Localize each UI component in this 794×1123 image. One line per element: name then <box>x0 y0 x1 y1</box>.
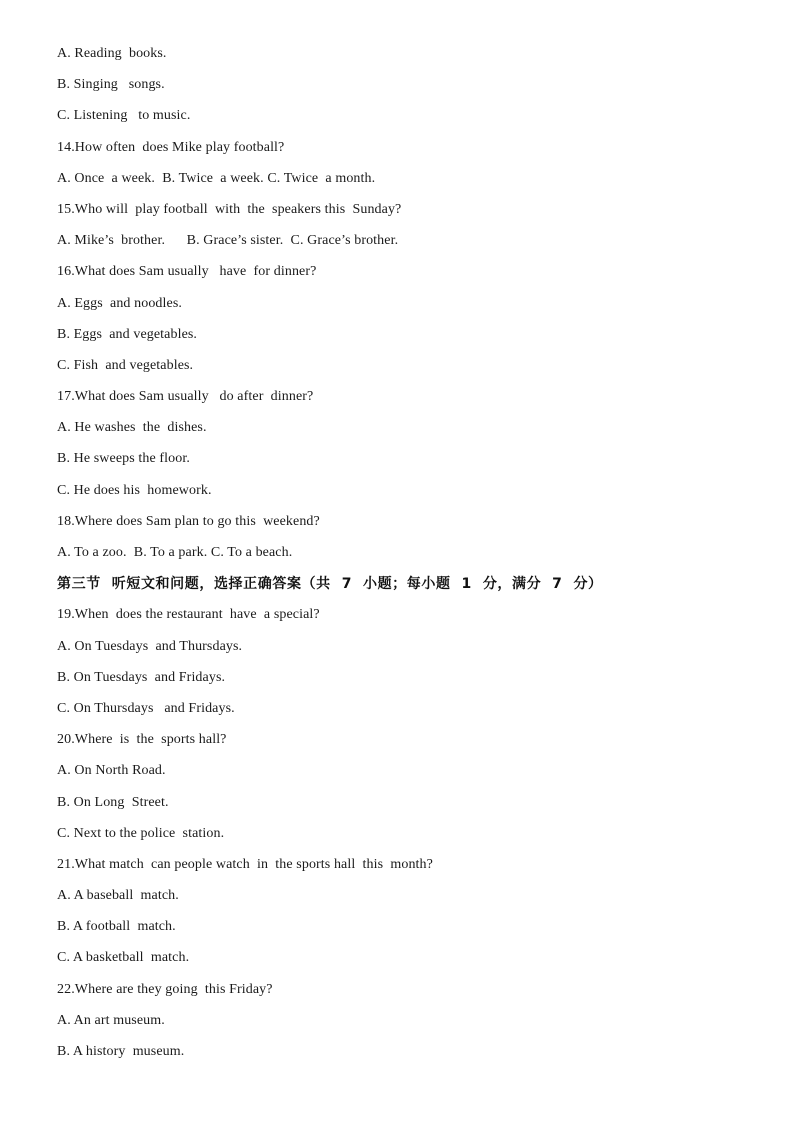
option-16b: B. Eggs and vegetables. <box>57 326 198 342</box>
question-17: 17.What does Sam usually do after dinner? <box>57 389 314 405</box>
option-13b: B. Singing songs. <box>57 77 165 93</box>
exam-page <box>57 44 757 1073</box>
option-19c: C. On Thursdays and Fridays. <box>57 700 235 716</box>
option-21c: C. A basketball match. <box>57 950 190 966</box>
option-17c: C. He does his homework. <box>57 482 212 498</box>
options-14: A. Once a week. B. Twice a week. C. Twice a month. <box>57 170 376 186</box>
question-15: 15.Who will play football with the speakers this Sunday? <box>57 201 402 217</box>
question-19: 19.When does the restaurant have a special? <box>57 607 320 623</box>
option-21a: A. A baseball match. <box>57 888 179 904</box>
option-20b: B. On Long Street. <box>57 794 169 810</box>
option-19a: A. On Tuesdays and Thursdays. <box>57 638 243 654</box>
option-20c: C. Next to the police station. <box>57 825 225 841</box>
option-22a: A. An art museum. <box>57 1012 165 1028</box>
option-22b: B. A history museum. <box>57 1044 185 1059</box>
question-20: 20.Where is the sports hall? <box>57 732 227 748</box>
option-17b: B. He sweeps the floor. <box>57 451 190 467</box>
question-22: 22.Where are they going this Friday? <box>57 981 273 997</box>
option-16c: C. Fish and vegetables. <box>57 357 194 373</box>
option-17a: A. He washes the dishes. <box>57 420 207 436</box>
option-13a: A. Reading books. <box>57 46 167 61</box>
options-15: A. Mike’s brother. B. Grace’s sister. C. Grace’s brother. <box>57 233 399 249</box>
option-13c: C. Listening to music. <box>57 108 191 124</box>
options-18: A. To a zoo. B. To a park. C. To a beach. <box>57 545 293 560</box>
question-14: 14.How often does Mike play football? <box>57 139 285 155</box>
question-21: 21.What match can people watch in the sports hall this month? <box>57 856 433 872</box>
section-3-heading: 第三节 听短文和问题，选择正确答案（共 7 小题；每小题 1 分，满分 7 分） <box>57 576 603 593</box>
option-21b: B. A football match. <box>57 919 176 935</box>
option-19b: B. On Tuesdays and Fridays. <box>57 669 226 685</box>
question-16: 16.What does Sam usually have for dinner? <box>57 264 317 280</box>
option-20a: A. On North Road. <box>57 763 166 779</box>
option-16a: A. Eggs and noodles. <box>57 295 182 311</box>
question-18: 18.Where does Sam plan to go this weekend? <box>57 513 320 529</box>
